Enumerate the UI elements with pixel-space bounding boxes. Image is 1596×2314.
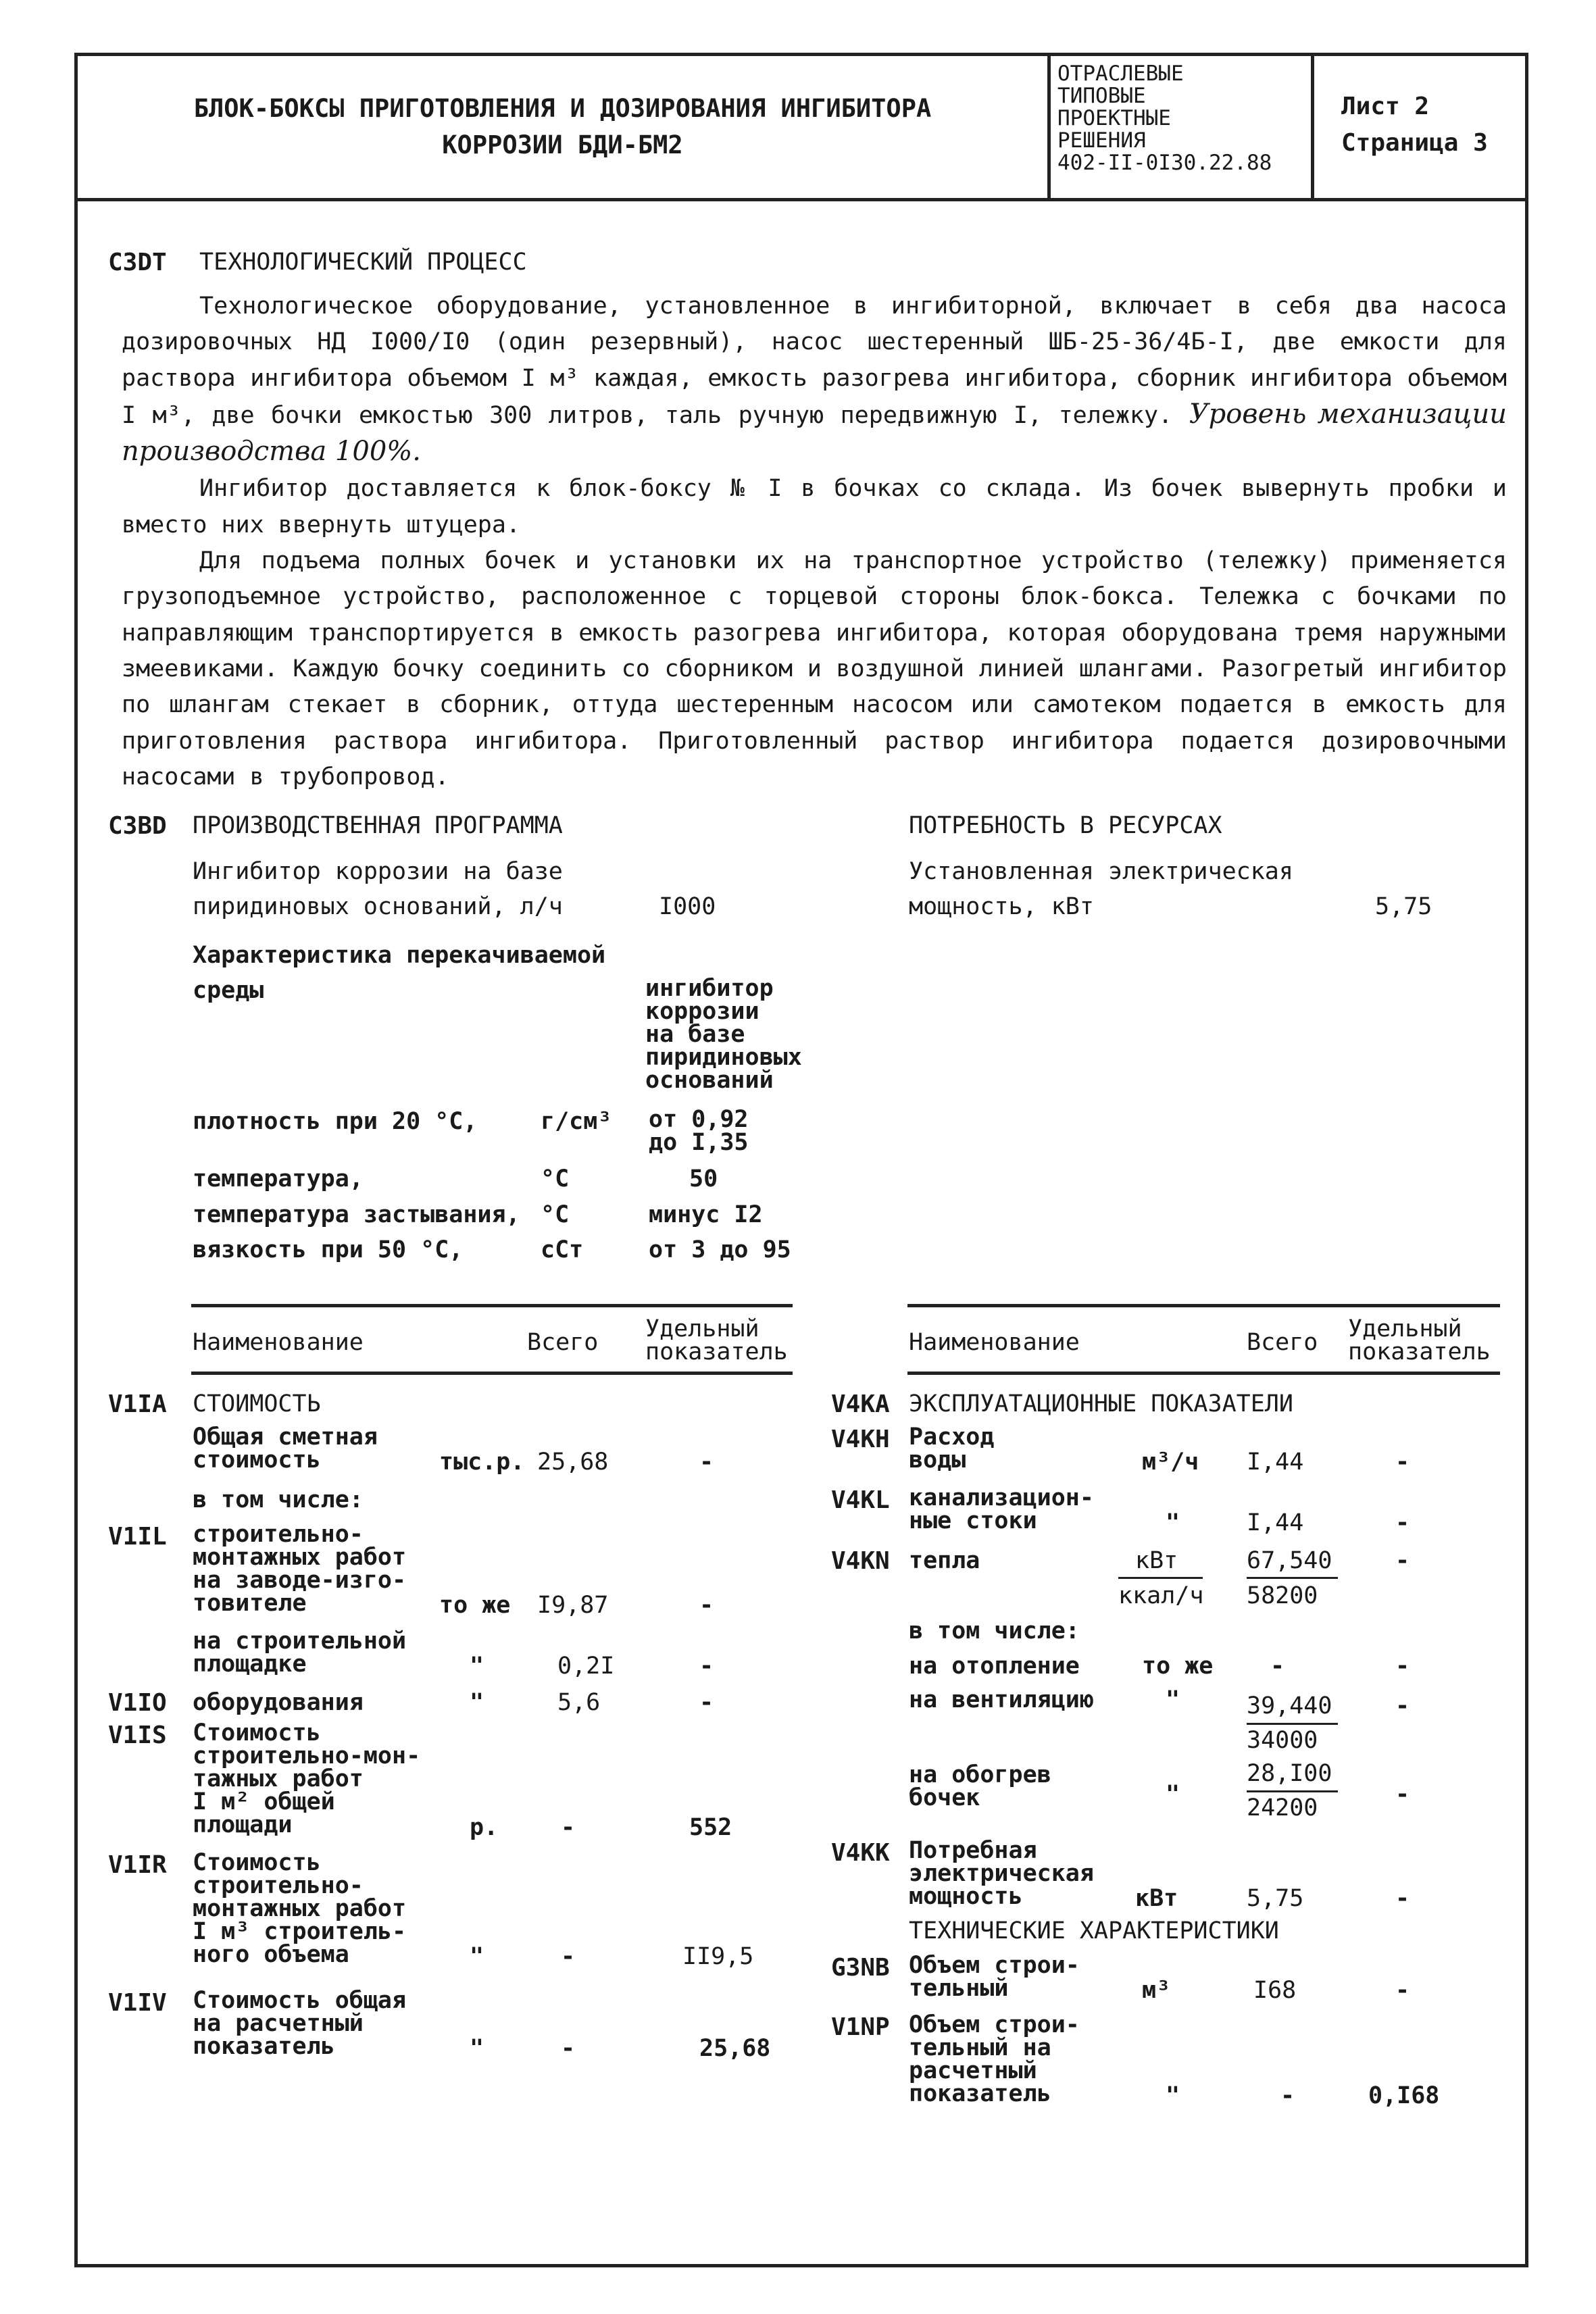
label-line: Расход (909, 1424, 995, 1451)
standard-number: 402-II-0I30.22.88 (1057, 151, 1272, 175)
row-unit: то же (439, 1592, 511, 1619)
section-title-program: ПРОИЗВОДСТВЕННАЯ ПРОГРАММА (193, 812, 563, 839)
label-line: на заводе-изго- (193, 1567, 407, 1594)
column-header-specific (1348, 1317, 1491, 1363)
label-line: ного объема (193, 1941, 349, 1968)
row-label: на вентиляцию (909, 1686, 1094, 1713)
row-code: G3NB (831, 1954, 890, 1982)
density-unit: г/см³ (541, 1108, 612, 1135)
label-line: Стоимость (193, 1719, 321, 1746)
row-total: 58200 (1247, 1582, 1318, 1609)
pour-point-value: минус I2 (649, 1201, 763, 1228)
label-line: воды (909, 1447, 966, 1474)
row-unit: м³ (1142, 1977, 1171, 2004)
row-label: в том числе: (193, 1486, 364, 1513)
row-label (909, 1839, 1094, 1908)
row-label (909, 1486, 1094, 1532)
density-label: плотность при 20 °С, (193, 1108, 478, 1135)
power-label: Установленная электрическая (909, 858, 1293, 885)
row-label (909, 1954, 1080, 2000)
paragraph: Ингибитор доставляется к блок-боксу № I в бочках со склада. Из бочек вывернуть пробки и вместо них ввернуть штуцера. (122, 475, 1507, 538)
table-rule (191, 1304, 793, 1307)
row-code: V1IR (108, 1851, 167, 1879)
row-unit: " (470, 1653, 484, 1680)
section-code: C3DT (108, 249, 167, 276)
paragraph-text: Технологическое оборудование, установленное в ингибиторной, включает в себя два насоса дозировочных НД I000/I0 (один резервный), насос шестеренный ШБ-25-36/4Б-I, две емкости для раствора ингибитора объемом I м³ каждая, емкость разогрева ингибитора, сборник ингибитора объемом I м³, две бочки емкостью 300 литров, таль ручную передвижную I, тележку. (122, 293, 1507, 429)
header-line: Удельный (1348, 1315, 1462, 1342)
row-code: V1IA (108, 1390, 167, 1418)
row-specific: 552 (689, 1814, 732, 1841)
row-total: 67,540 (1247, 1547, 1332, 1574)
row-label (193, 1523, 406, 1615)
handwritten-note: Уровень механизации производства 100%. (122, 398, 1507, 468)
label-line: строительно- (193, 1521, 364, 1548)
row-label (193, 1989, 406, 2058)
row-code: V1IL (108, 1523, 167, 1551)
row-label (909, 1426, 994, 1472)
medium-line: оснований (645, 1067, 774, 1094)
label-line: Стоимость общая (193, 1987, 407, 2014)
row-specific: - (1395, 1653, 1410, 1680)
row-specific: - (1395, 1692, 1410, 1719)
row-unit: м³/ч (1142, 1449, 1199, 1476)
medium-line: коррозии (645, 998, 759, 1025)
row-label: СТОИМОСТЬ (193, 1390, 321, 1417)
section-title-resources: ПОТРЕБНОСТЬ В РЕСУРСАХ (909, 812, 1222, 839)
row-specific: - (699, 1449, 714, 1476)
standard-line: ТИПОВЫЕ (1057, 84, 1146, 108)
pour-point-label: температура застывания, (193, 1201, 520, 1228)
column-header-specific (645, 1317, 788, 1363)
row-specific: - (699, 1592, 714, 1619)
row-total: 25,68 (537, 1449, 609, 1476)
row-code: V4KH (831, 1426, 890, 1453)
table-rule (907, 1304, 1500, 1307)
row-label: на отопление (909, 1653, 1080, 1680)
standard-line: ОТРАСЛЕВЫЕ (1057, 61, 1184, 86)
label-line: канализацион- (909, 1484, 1094, 1511)
page-number: Страница 3 (1341, 129, 1488, 157)
column-header-total: Всего (1247, 1329, 1318, 1356)
row-label: оборудования (193, 1689, 364, 1716)
row-label: ЭКСПЛУАТАЦИОННЫЕ ПОКАЗАТЕЛИ (909, 1390, 1293, 1417)
row-total: - (561, 1943, 576, 1970)
label-line: Стоимость (193, 1849, 321, 1876)
document-title (78, 56, 1047, 198)
standard-line: ПРОЕКТНЫЕ (1057, 106, 1171, 130)
row-total: - (1270, 1653, 1285, 1680)
label-line: стоимость (193, 1447, 321, 1474)
column-header-name: Наименование (193, 1329, 364, 1356)
row-specific: - (1395, 1885, 1410, 1912)
row-specific: II9,5 (682, 1943, 754, 1970)
medium-subtitle: среды (193, 977, 264, 1004)
row-unit: тыс.р. (439, 1449, 525, 1476)
medium-value (645, 977, 802, 1092)
row-total: 5,6 (557, 1689, 601, 1716)
standard-code-box (1047, 56, 1314, 198)
title-line-1: БЛОК-БОКСЫ ПРИГОТОВЛЕНИЯ И ДОЗИРОВАНИЯ ИНГИБИТОРА (193, 94, 932, 123)
density-from: от 0,92 (649, 1106, 749, 1133)
row-total: I68 (1253, 1977, 1297, 2004)
section-code: C3BD (108, 812, 167, 840)
sheet-number: Лист 2 (1341, 93, 1430, 120)
row-unit: " (470, 1689, 484, 1716)
row-specific: 0,I68 (1368, 2082, 1440, 2109)
row-code: V1IO (108, 1689, 167, 1717)
row-unit: " (1166, 1686, 1180, 1713)
row-label (193, 1630, 406, 1676)
row-specific: 25,68 (699, 2035, 771, 2062)
row-specific: - (1395, 1547, 1410, 1574)
fraction-bar (1247, 1577, 1338, 1579)
temperature-label: температура, (193, 1165, 364, 1192)
inhibitor-label: Ингибитор коррозии на базе (193, 858, 563, 885)
viscosity-value: от 3 до 95 (649, 1236, 791, 1263)
row-code: V1NP (831, 2013, 890, 2041)
label-line: I м³ строитель- (193, 1918, 407, 1945)
row-unit: " (1166, 2082, 1180, 2109)
header-line: Удельный (645, 1315, 759, 1342)
row-total: 5,75 (1247, 1885, 1304, 1912)
row-code: V4KA (831, 1390, 890, 1418)
label-line: площадке (193, 1651, 307, 1678)
row-total: I9,87 (537, 1592, 609, 1619)
column-header-name: Наименование (909, 1329, 1080, 1356)
label-line: расчетный (909, 2057, 1037, 2084)
viscosity-label: вязкость при 50 °С, (193, 1236, 464, 1263)
column-header-total: Всего (527, 1329, 599, 1356)
row-label (193, 1721, 420, 1836)
row-unit: р. (470, 1814, 499, 1841)
row-unit: " (470, 2035, 484, 2062)
row-unit: то же (1142, 1653, 1214, 1680)
label-line: I м² общей (193, 1788, 335, 1815)
pour-point-unit: °С (541, 1201, 570, 1228)
label-line: бочек (909, 1784, 980, 1811)
label-line: мощность (909, 1883, 1023, 1910)
medium-line: на базе (645, 1021, 745, 1048)
header-line: показатель (645, 1338, 788, 1365)
sheet-box (1314, 56, 1532, 198)
header-line: показатель (1348, 1338, 1491, 1365)
label-line: тельный на (909, 2034, 1051, 2061)
row-total: 24200 (1247, 1794, 1318, 1821)
row-label (193, 1851, 406, 1966)
label-line: электрическая (909, 1860, 1094, 1887)
temperature-value: 50 (689, 1165, 718, 1192)
label-line: на строительной (193, 1628, 407, 1655)
row-unit: кВт (1135, 1547, 1178, 1574)
row-unit: " (1166, 1781, 1180, 1808)
label-line: площади (193, 1811, 293, 1838)
label-line: Объем строи- (909, 1952, 1080, 1979)
power-label: мощность, кВт (909, 893, 1094, 920)
row-specific: - (699, 1653, 714, 1680)
label-line: монтажных работ (193, 1895, 407, 1922)
table-rule (907, 1372, 1500, 1375)
label-line: Потребная (909, 1837, 1037, 1864)
row-label (909, 2013, 1080, 2105)
label-line: тельный (909, 1975, 1009, 2002)
row-code: V4KN (831, 1547, 890, 1575)
fraction-bar (1247, 1723, 1338, 1725)
inhibitor-label: пиридиновых оснований, л/ч (193, 893, 563, 920)
row-total: 28,I00 (1247, 1760, 1332, 1787)
medium-title: Характеристика перекачиваемой (193, 942, 606, 969)
medium-line: пиридиновых (645, 1044, 802, 1071)
row-specific: - (699, 1689, 714, 1716)
label-line: строительно-мон- (193, 1742, 421, 1769)
row-total: 34000 (1247, 1727, 1318, 1754)
viscosity-unit: сСт (541, 1236, 584, 1263)
row-total: 39,440 (1247, 1692, 1332, 1719)
row-unit: " (1166, 1509, 1180, 1536)
row-label: ТЕХНИЧЕСКИЕ ХАРАКТЕРИСТИКИ (909, 1917, 1279, 1944)
power-value: 5,75 (1375, 893, 1432, 920)
row-label: в том числе: (909, 1617, 1080, 1644)
row-label: тепла (909, 1547, 980, 1574)
row-total: - (561, 1814, 576, 1841)
row-unit: кВт (1135, 1885, 1178, 1912)
row-specific: - (1395, 1449, 1410, 1476)
density-value (649, 1108, 749, 1154)
inhibitor-value: I000 (659, 893, 716, 920)
table-rule (191, 1372, 793, 1375)
label-line: товителе (193, 1590, 307, 1617)
row-specific: - (1395, 1509, 1410, 1536)
row-total: - (1280, 2082, 1295, 2109)
process-text (122, 288, 1507, 795)
title-line-2: КОРРОЗИИ БДИ-БМ2 (442, 130, 683, 159)
label-line: монтажных работ (193, 1544, 407, 1571)
row-total: I,44 (1247, 1449, 1304, 1476)
density-to: до I,35 (649, 1129, 749, 1156)
label-line: показатель (193, 2033, 335, 2060)
label-line: на расчетный (193, 2010, 364, 2037)
row-code: V1IS (108, 1721, 167, 1749)
row-unit: " (470, 1943, 484, 1970)
label-line: ные стоки (909, 1507, 1037, 1534)
row-code: V4KK (831, 1839, 890, 1867)
paragraph (122, 288, 1507, 471)
standard-line: РЕШЕНИЯ (1057, 128, 1146, 153)
fraction-bar (1118, 1577, 1203, 1579)
paragraph: Для подъема полных бочек и установки их на транспортное устройство (тележку) применяется грузоподъемное устройство, расположенное с торцевой стороны блок-бокса. Тележка с бочками по направляющим транспортируется в емкость разогрева ингибитора, которая оборудована тремя наружными змеевиками. Каждую бочку соединить со сборником и воздушной линией шлангами. Разогретый ингибитор по шлангам стекает в сборник, оттуда шестеренным насосом или самотеком подается в емкость для приготовления раствора ингибитора. Приготовленный раствор ингибитора подается дозировочными насосами в трубопровод. (122, 547, 1507, 790)
row-code: V1IV (108, 1989, 167, 2017)
row-code: V4KL (831, 1486, 890, 1514)
fraction-bar (1247, 1790, 1338, 1792)
label-line: показатель (909, 2080, 1051, 2107)
label-line: строительно- (193, 1872, 364, 1899)
row-total: 0,2I (557, 1653, 615, 1680)
row-label (909, 1763, 1051, 1809)
row-label (193, 1426, 378, 1472)
row-total: I,44 (1247, 1509, 1304, 1536)
temperature-unit: °С (541, 1165, 570, 1192)
label-line: тажных работ (193, 1765, 364, 1792)
medium-line: ингибитор (645, 975, 774, 1002)
row-unit: ккал/ч (1118, 1582, 1204, 1609)
row-total: - (561, 2035, 576, 2062)
label-line: на обогрев (909, 1761, 1051, 1788)
row-specific: - (1395, 1977, 1410, 2004)
section-title-process: ТЕХНОЛОГИЧЕСКИЙ ПРОЦЕСС (199, 249, 527, 276)
label-line: Объем строи- (909, 2011, 1080, 2038)
row-specific: - (1395, 1781, 1410, 1808)
label-line: Общая сметная (193, 1424, 378, 1451)
title-block (78, 56, 1525, 201)
